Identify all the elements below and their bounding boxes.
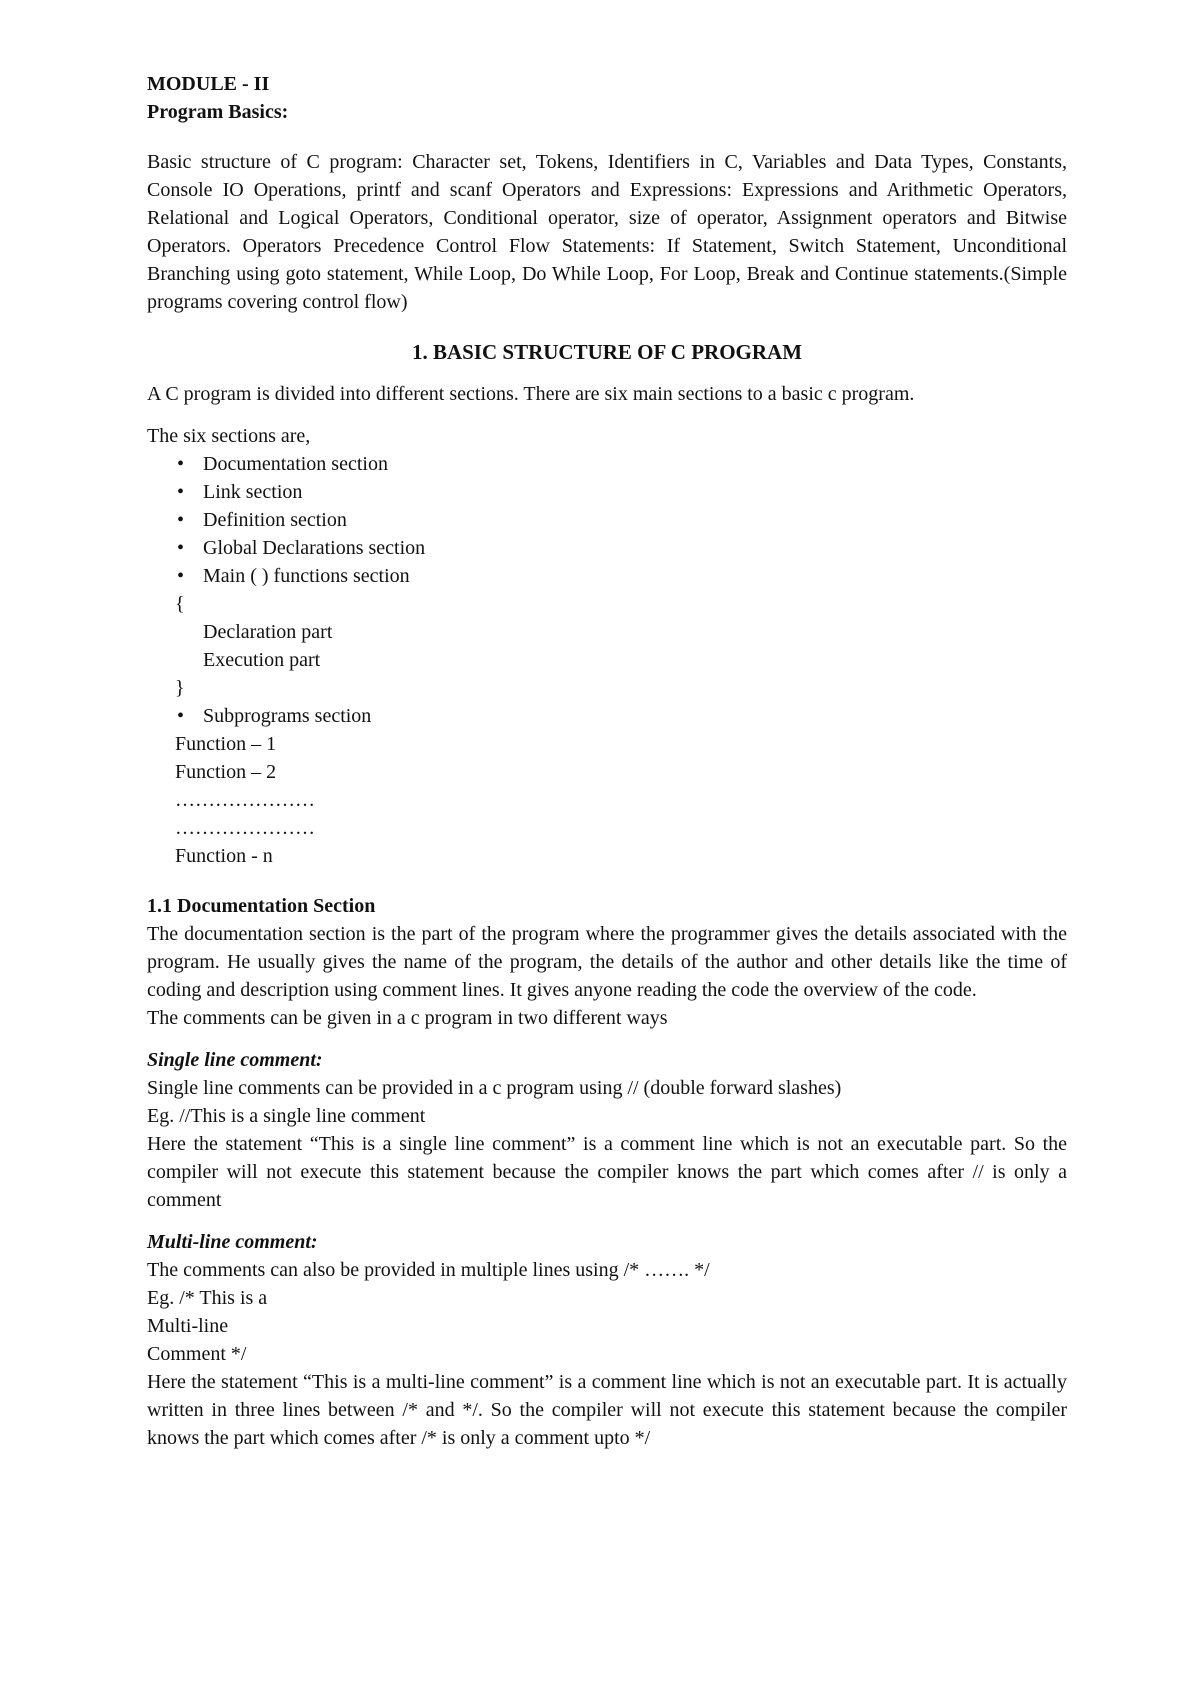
brace-open: {	[175, 593, 185, 615]
multi-line-paragraph: Here the statement “This is a multi-line comment” is a comment line which is not an executable part. It is actually written in three lines between /* and */. So the compiler will not execute this statement because the compiler knows the part which comes after /* is only a comment upto */	[147, 1371, 1067, 1449]
section-1-heading: 1. BASIC STRUCTURE OF C PROGRAM	[411, 340, 803, 364]
list-item: • Main ( ) functions section	[175, 562, 1067, 590]
single-line-heading: Single line comment:	[147, 1049, 323, 1071]
single-line-desc: Single line comments can be provided in a c program using // (double forward slashes)	[147, 1077, 842, 1099]
single-line-example: Eg. //This is a single line comment	[147, 1105, 426, 1127]
list-item: Function - n	[175, 845, 273, 867]
brace-close: }	[175, 677, 185, 699]
list-item: • Link section	[175, 478, 1067, 506]
multi-line-example-3: Comment */	[147, 1343, 247, 1365]
list-item: • Subprograms section	[175, 702, 1067, 730]
documentation-paragraph: The documentation section is the part of the program where the programmer gives the details associated with the program. He usually gives the name of the program, the details of the author and other details like the time of coding and description using comment lines. It gives anyone reading the code the overview of the code.	[147, 923, 1067, 1001]
multi-line-example-2: Multi-line	[147, 1315, 229, 1337]
document-page	[147, 70, 1067, 1452]
list-item: Declaration part	[203, 621, 333, 643]
module-title: MODULE - II	[147, 73, 270, 95]
list-item: • Global Declarations section	[175, 534, 1067, 562]
multi-line-example-1: Eg. /* This is a	[147, 1287, 268, 1309]
section-1-1-heading: 1.1 Documentation Section	[147, 895, 376, 917]
section-1-intro: A C program is divided into different sections. There are six main sections to a basic c program.	[147, 383, 915, 405]
multi-line-heading: Multi-line comment:	[147, 1231, 318, 1253]
list-item: Execution part	[203, 649, 321, 671]
list-item: • Documentation section	[175, 450, 1067, 478]
list-item: • Definition section	[175, 506, 1067, 534]
module-subtitle: Program Basics:	[147, 101, 289, 123]
comment-ways-line: The comments can be given in a c program in two different ways	[147, 1007, 668, 1029]
section-1-lead: The six sections are,	[147, 425, 311, 447]
syllabus-paragraph: Basic structure of C program: Character set, Tokens, Identifiers in C, Variables and Data Types, Constants, Console IO Operations, printf and scanf Operators and Expressions: Expressions and Arithmetic Operators, Relational and Logical Operators, Conditional operator, size of operator, Assignment operators and Bitwise Operators. Operators Precedence Control Flow Statements: If Statement, Switch Statement, Unconditional Branching using goto statement, While Loop, Do While Loop, For Loop, Break and Continue statements.(Simple programs covering control flow)	[147, 151, 1067, 313]
list-item: …………………	[175, 817, 315, 839]
sections-list	[147, 450, 1067, 870]
single-line-paragraph: Here the statement “This is a single line comment” is a comment line which is not an executable part. So the compiler will not execute this statement because the compiler knows the part which comes after // is only a comment	[147, 1133, 1067, 1211]
list-item: …………………	[175, 789, 315, 811]
multi-line-desc: The comments can also be provided in multiple lines using /* ……. */	[147, 1259, 710, 1281]
list-item: Function – 1	[175, 733, 277, 755]
list-item: Function – 2	[175, 761, 277, 783]
